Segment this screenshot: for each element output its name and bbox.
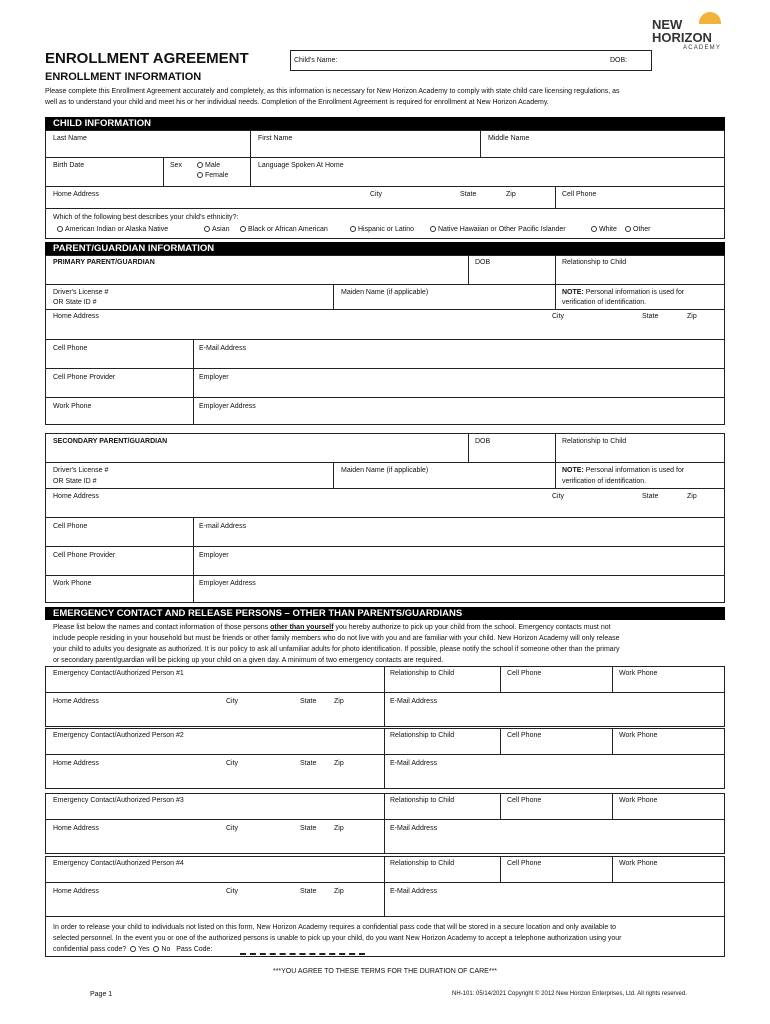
primary-work-phone-field[interactable]: Work Phone xyxy=(53,403,92,410)
primary-city-label: City xyxy=(552,313,565,320)
secondary-note-line2: verification of identification. xyxy=(562,478,647,485)
secondary-state-id-label: OR State ID # xyxy=(53,478,97,485)
emergency-contact-4-home-address-field[interactable]: Home Address xyxy=(53,888,99,895)
emergency-contact-1-name-field[interactable]: Emergency Contact/Authorized Person #1 xyxy=(53,670,184,677)
ethnicity-other[interactable]: Other xyxy=(625,225,651,234)
emergency-contact-1-city-label: City xyxy=(226,698,239,705)
secondary-employer-address-field[interactable]: Employer Address xyxy=(199,580,256,587)
intro-line-1: Please complete this Enrollment Agreement accurately and completely, as this information is necessary for New Horizon Academy to comply with state child care licensing regulations, as xyxy=(45,88,620,95)
emergency-contact-2-work-phone-field[interactable]: Work Phone xyxy=(619,732,658,739)
emergency-contact-4-cell-phone-field[interactable]: Cell Phone xyxy=(507,860,542,867)
primary-note: NOTE: Personal information is used for xyxy=(562,289,685,296)
emergency-contact-4-name-field[interactable]: Emergency Contact/Authorized Person #4 xyxy=(53,860,184,867)
emergency-contact-2-home-address-field[interactable]: Home Address xyxy=(53,760,99,767)
emergency-contact-2-cell-phone-field[interactable]: Cell Phone xyxy=(507,732,542,739)
child-name-dob-box[interactable] xyxy=(290,50,652,71)
primary-employer-address-field[interactable]: Employer Address xyxy=(199,403,256,410)
child-city-label: City xyxy=(370,191,383,198)
copyright: NH-101: 05/14/2021 Copyright © 2012 New Horizon Enterprises, Ltd. All rights reserved. xyxy=(452,991,687,997)
page-number: Page 1 xyxy=(90,991,113,998)
passcode-no-radio[interactable]: No xyxy=(151,946,170,953)
child-cell-phone-field[interactable]: Cell Phone xyxy=(562,191,597,198)
secondary-employer-field[interactable]: Employer xyxy=(199,552,229,559)
terms-notice: ***YOU AGREE TO THESE TERMS FOR THE DURATION OF CARE*** xyxy=(272,968,498,975)
emergency-contact-4-work-phone-field[interactable]: Work Phone xyxy=(619,860,658,867)
primary-home-address-field[interactable]: Home Address xyxy=(53,313,99,320)
child-state-label: State xyxy=(460,191,477,198)
secondary-email-field[interactable]: E-mail Address xyxy=(199,523,247,530)
emergency-contact-3-cell-phone-field[interactable]: Cell Phone xyxy=(507,797,542,804)
first-name-field[interactable]: First Name xyxy=(258,135,293,142)
emergency-para-2: include people residing in your household but must be friends or other family members who do not live with you and are familiar with your child. New Horizon Academy will only release xyxy=(53,635,620,642)
emergency-contact-1-email-field[interactable]: E-Mail Address xyxy=(390,698,438,705)
emergency-contact-2-email-field[interactable]: E-Mail Address xyxy=(390,760,438,767)
emergency-contact-3-work-phone-field[interactable]: Work Phone xyxy=(619,797,658,804)
passcode-line-2: selected personnel. In the event you or one of the authorized persons is unable to pick up your child, do you want New Horizon Academy to accept a telephone authorization using your xyxy=(53,935,622,942)
emergency-contact-1-relationship-field[interactable]: Relationship to Child xyxy=(390,670,455,677)
secondary-home-address-field[interactable]: Home Address xyxy=(53,493,99,500)
birth-date-field[interactable]: Birth Date xyxy=(53,162,85,169)
primary-parent-label: PRIMARY PARENT/GUARDIAN xyxy=(53,259,155,266)
emergency-contact-3-home-address-field[interactable]: Home Address xyxy=(53,825,99,832)
primary-parent-box xyxy=(45,255,725,425)
male-radio[interactable]: Male xyxy=(197,161,220,170)
form-title: ENROLLMENT AGREEMENT xyxy=(45,50,249,67)
new-horizon-academy-logo xyxy=(652,10,727,50)
ethnicity-american-indian[interactable]: American Indian or Alaska Native xyxy=(57,225,168,234)
logo-horizon: HORIZON xyxy=(652,30,712,45)
primary-state-label: State xyxy=(642,313,659,320)
emergency-para-1: Please list below the names and contact information of those persons other than yourself you hereby authorize to pick up your child from the school. Emergency contacts must not xyxy=(53,624,611,631)
secondary-work-phone-field[interactable]: Work Phone xyxy=(53,580,92,587)
child-zip-label: Zip xyxy=(506,191,516,198)
child-name-label: Child's Name: xyxy=(294,57,338,64)
primary-cell-phone-field[interactable]: Cell Phone xyxy=(53,345,88,352)
emergency-contact-2-city-label: City xyxy=(226,760,239,767)
primary-zip-label: Zip xyxy=(687,313,697,320)
child-info-box xyxy=(45,130,725,239)
intro-line-2: well as to understand your child and meet his or her individual needs. Completion of the Enrollment Agreement is required for enrollment at New Horizon Academy. xyxy=(45,99,549,106)
emergency-contact-2-state-label: State xyxy=(300,760,317,767)
emergency-contact-1-state-label: State xyxy=(300,698,317,705)
primary-email-field[interactable]: E-Mail Address xyxy=(199,345,247,352)
secondary-provider-field[interactable]: Cell Phone Provider xyxy=(53,552,116,559)
secondary-relationship-field[interactable]: Relationship to Child xyxy=(562,438,627,445)
secondary-city-label: City xyxy=(552,493,565,500)
emergency-contact-4-state-label: State xyxy=(300,888,317,895)
middle-name-field[interactable]: Middle Name xyxy=(488,135,530,142)
primary-relationship-field[interactable]: Relationship to Child xyxy=(562,259,627,266)
emergency-contact-1-cell-phone-field[interactable]: Cell Phone xyxy=(507,670,542,677)
logo-new: NEW xyxy=(652,17,683,32)
emergency-contact-2-relationship-field[interactable]: Relationship to Child xyxy=(390,732,455,739)
passcode-line-1: In order to release your child to individuals not listed on this form, New Horizon Academy requires a confidential pass code that will be stored in a secure location and only available to xyxy=(53,924,617,931)
emergency-contact-3-zip-label: Zip xyxy=(334,825,344,832)
ethnicity-white[interactable]: White xyxy=(591,225,617,234)
secondary-state-label: State xyxy=(642,493,659,500)
emergency-contact-3-name-field[interactable]: Emergency Contact/Authorized Person #3 xyxy=(53,797,184,804)
passcode-input[interactable] xyxy=(240,953,365,955)
primary-provider-field[interactable]: Cell Phone Provider xyxy=(53,374,116,381)
emergency-contact-3-relationship-field[interactable]: Relationship to Child xyxy=(390,797,455,804)
emergency-para-3: your child to adults you designate as authorized. It is our policy to ask all unfamiliar adults for photo identification. If possible, please notify the school if someone other than the primary xyxy=(53,646,620,653)
emergency-contact-3-city-label: City xyxy=(226,825,239,832)
emergency-header: EMERGENCY CONTACT AND RELEASE PERSONS – OTHER THAN PARENTS/GUARDIANS xyxy=(45,607,725,620)
passcode-yes-radio[interactable]: Yes xyxy=(128,946,149,953)
primary-employer-field[interactable]: Employer xyxy=(199,374,229,381)
secondary-dob-field[interactable]: DOB xyxy=(475,438,491,445)
emergency-contact-4-relationship-field[interactable]: Relationship to Child xyxy=(390,860,455,867)
logo-academy: ACADEMY xyxy=(683,45,722,50)
emergency-para-4: or secondary parent/guardian will be picking up your child on a given day. A minimum of two emergency contacts are required. xyxy=(53,657,444,664)
secondary-zip-label: Zip xyxy=(687,493,697,500)
ethnicity-native-hawaiian[interactable]: Native Hawaiian or Other Pacific Islander xyxy=(430,225,566,234)
emergency-contact-1-zip-label: Zip xyxy=(334,698,344,705)
emergency-contact-1-home-address-field[interactable]: Home Address xyxy=(53,698,99,705)
last-name-field[interactable]: Last Name xyxy=(53,135,87,142)
ethnicity-hispanic[interactable]: Hispanic or Latino xyxy=(350,225,414,234)
parent-info-header: PARENT/GUARDIAN INFORMATION xyxy=(45,242,725,255)
primary-license-label[interactable]: Driver's License # xyxy=(53,289,109,296)
secondary-note: NOTE: Personal information is used for xyxy=(562,467,685,474)
emergency-contact-1-work-phone-field[interactable]: Work Phone xyxy=(619,670,658,677)
primary-note-line2: verification of identification. xyxy=(562,299,647,306)
secondary-maiden-field[interactable]: Maiden Name (if applicable) xyxy=(341,467,429,474)
emergency-contact-4-zip-label: Zip xyxy=(334,888,344,895)
primary-state-id-label: OR State ID # xyxy=(53,299,97,306)
ethnicity-black[interactable]: Black or African American xyxy=(240,225,328,234)
emergency-contact-2-name-field[interactable]: Emergency Contact/Authorized Person #2 xyxy=(53,732,184,739)
secondary-license-label[interactable]: Driver's License # xyxy=(53,467,109,474)
ethnicity-asian[interactable]: Asian xyxy=(204,225,230,234)
secondary-parent-box xyxy=(45,433,725,603)
emergency-contact-3-email-field[interactable]: E-Mail Address xyxy=(390,825,438,832)
child-info-header: CHILD INFORMATION xyxy=(45,117,725,130)
primary-dob-field[interactable]: DOB xyxy=(475,259,491,266)
secondary-parent-label: SECONDARY PARENT/GUARDIAN xyxy=(53,438,168,445)
primary-maiden-field[interactable]: Maiden Name (if applicable) xyxy=(341,289,429,296)
enrollment-info-heading: ENROLLMENT INFORMATION xyxy=(45,71,202,83)
emergency-contact-3-state-label: State xyxy=(300,825,317,832)
language-field[interactable]: Language Spoken At Home xyxy=(258,162,344,169)
sex-label: Sex xyxy=(170,162,183,169)
emergency-contact-2-zip-label: Zip xyxy=(334,760,344,767)
ethnicity-question: Which of the following best describes your child's ethnicity?: xyxy=(53,214,239,221)
passcode-line-3: confidential pass code? Yes No Pass Code: xyxy=(53,946,213,953)
dob-label: DOB: xyxy=(610,57,628,64)
female-radio[interactable]: Female xyxy=(197,171,228,180)
secondary-cell-phone-field[interactable]: Cell Phone xyxy=(53,523,88,530)
emergency-contact-4-city-label: City xyxy=(226,888,239,895)
emergency-contact-4-email-field[interactable]: E-Mail Address xyxy=(390,888,438,895)
child-home-address-field[interactable]: Home Address xyxy=(53,191,99,198)
